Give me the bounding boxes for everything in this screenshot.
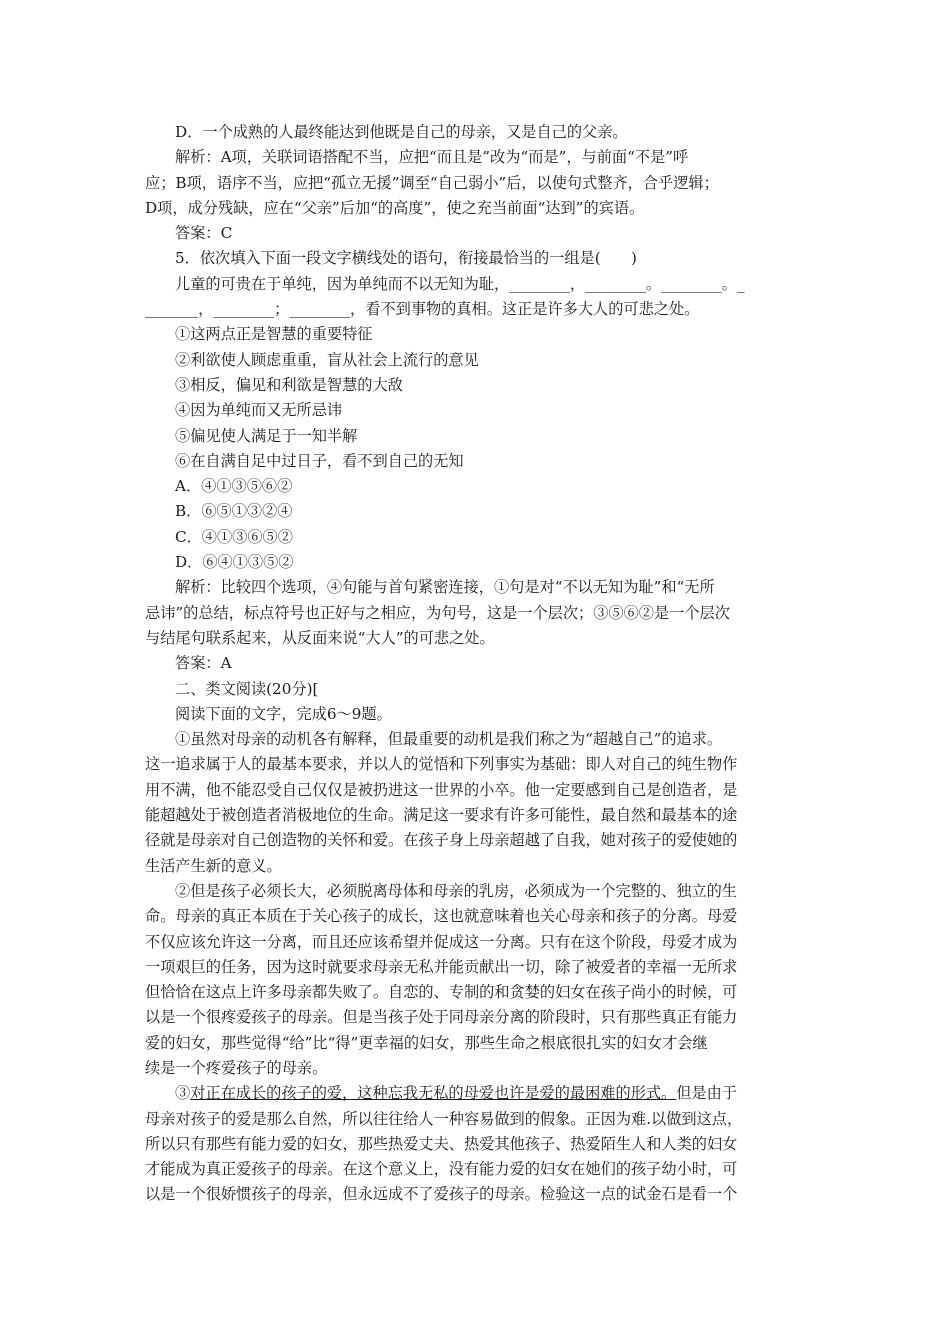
text-line: ②利欲使人顾虑重重，盲从社会上流行的意见 xyxy=(175,350,479,369)
text-line: 答案：C xyxy=(175,224,233,243)
text-line: 径就是母亲对自己创造物的关怀和爱。在孩子身上母亲超越了自我，她对孩子的爱使她的 xyxy=(145,831,738,850)
document-page xyxy=(145,120,810,1208)
text-line: ④因为单纯而又无所忌讳 xyxy=(175,401,343,420)
text-line: 以是一个很疼爱孩子的母亲。但是当孩子处于同母亲分离的阶段时，只有那些真正有能力 xyxy=(145,1008,738,1027)
text-line: 以是一个很娇惯孩子的母亲，但永远成不了爱孩子的母亲。检验这一点的试金石是看一个 xyxy=(145,1185,738,1204)
paragraph-marker: ③ xyxy=(175,1084,191,1103)
text-line: 解析：A项，关联词语搭配不当，应把“而且是”改为“而是”，与前面“不是”呼 xyxy=(175,148,689,167)
text-line: ②但是孩子必须长大，必须脱离母体和母亲的乳房，必须成为一个完整的、独立的生 xyxy=(175,881,737,900)
text-line: 母亲对孩子的爱是那么自然，所以往往给人一种容易做到的假象。正因为难.以做到这点， xyxy=(145,1109,743,1128)
text-line: 命。母亲的真正本质在于关心孩子的成长，这也就意味着也关心母亲和孩子的分离。母爱 xyxy=(145,907,738,926)
paragraph-3-first-line xyxy=(145,1081,810,1106)
text-line: 5．依次填入下面一段文字横线处的语句，衔接最恰当的一组是( ) xyxy=(175,249,637,268)
text-line: 用不满，他不能忍受自己仅仅是被扔进这一世界的小卒。他一定要感到自己是创造者，是 xyxy=(145,780,738,799)
text-line: ①这两点正是智慧的重要特征 xyxy=(175,325,373,344)
text-line: 一项艰巨的任务，因为这时就要求母亲无私并能贡献出一切，除了被爱者的幸福一无所求 xyxy=(145,957,738,976)
sentence-continuation: 但是由于 xyxy=(676,1084,737,1103)
text-line: 不仅应该允许这一分离，而且还应该希望并促成这一分离。只有在这个阶段，母爱才成为 xyxy=(145,932,738,951)
text-line: 忌讳”的总结，标点符号也正好与之相应，为句号，这是一个层次；③⑤⑥②是一个层次 xyxy=(145,603,730,622)
text-line: D．一个成熟的人最终能达到他既是自己的母亲，又是自己的父亲。 xyxy=(175,123,628,141)
text-line: 二、类文阅读(20分)[ xyxy=(175,679,319,698)
text-line: A．④①③⑤⑥② xyxy=(175,477,293,496)
text-line: 才能成为真正爱孩子的母亲。在这个意义上，没有能力爱的妇女在她们的孩子幼小时，可 xyxy=(145,1160,738,1179)
text-line: D．⑥④①③⑤② xyxy=(175,553,294,572)
text-line: 答案：A xyxy=(175,654,232,673)
underlined-sentence: 对正在成长的孩子的爱，这种忘我无私的母爱也许是爱的最困难的形式。 xyxy=(190,1084,677,1103)
text-line: B．⑥⑤①③②④ xyxy=(175,502,293,521)
text-line: _______，________；________，看不到事物的真相。这正是许多大人的可悲之处。 xyxy=(145,300,700,319)
text-line: 续是一个疼爱孩子的母亲。 xyxy=(145,1058,328,1077)
text-line: 爱的妇女，那些觉得“给”比“得”更幸福的妇女，那些生命之根底很扎实的妇女才会继 xyxy=(145,1033,708,1052)
text-line: 应；B项，语序不当，应把“孤立无援”调至“自己弱小”后，以使句式整齐，合乎逻辑； xyxy=(145,173,719,192)
text-line: 解析：比较四个选项，④句能与首句紧密连接，①句是对“不以无知为耻”和“无所 xyxy=(175,578,715,597)
text-line: ③相反，偏见和利欲是智慧的大敌 xyxy=(175,375,403,394)
text-line: ①虽然对母亲的动机各有解释，但最重要的动机是我们称之为“超越自己”的追求。 xyxy=(175,730,723,749)
text-line: 这一追求属于人的最基本要求，并以人的觉悟和下列事实为基础：即人对自己的纯生物作 xyxy=(145,755,738,774)
text-line: 所以只有那些有能力爱的妇女，那些热爱丈夫、热爱其他孩子、热爱陌生人和人类的妇女 xyxy=(145,1134,738,1153)
text-line: ⑤偏见使人满足于一知半解 xyxy=(175,426,358,445)
text-line: 阅读下面的文字，完成6～9题。 xyxy=(175,704,392,723)
text-line: C．④①③⑥⑤② xyxy=(175,527,293,546)
text-line: ⑥在自满自足中过日子，看不到自己的无知 xyxy=(175,451,464,470)
text-line: 儿童的可贵在于单纯，因为单纯而不以无知为耻，________，________。________。_ xyxy=(175,274,745,293)
text-line: 与结尾句联系起来，从反面来说“大人”的可悲之处。 xyxy=(145,628,495,647)
text-line: 能超越处于被创造者消极地位的生命。满足这一要求有许多可能性，最自然和最基本的途 xyxy=(145,806,738,825)
text-line: D项，成分残缺，应在“父亲”后加“的高度”，使之充当前面“达到”的宾语。 xyxy=(145,198,645,217)
text-line: 生活产生新的意义。 xyxy=(145,856,282,875)
text-line: 但恰恰在这点上许多母亲都失败了。自恋的、专制的和贪婪的妇女在孩子尚小的时候，可 xyxy=(145,983,738,1002)
